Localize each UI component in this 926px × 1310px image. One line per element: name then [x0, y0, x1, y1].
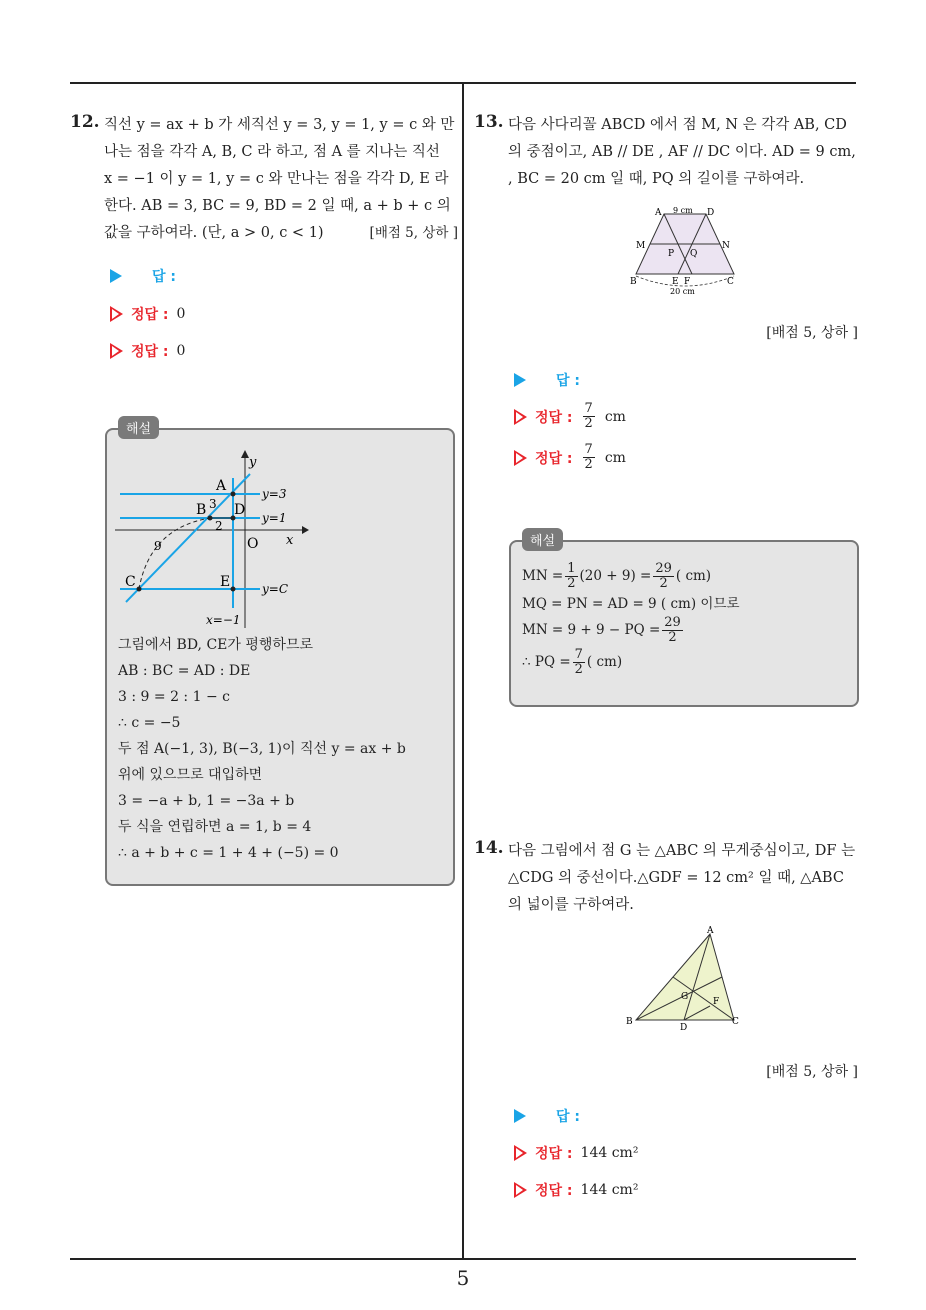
question-line: 의 넓이를 구하여라.: [508, 897, 634, 913]
line-y3-label: y=3: [262, 487, 287, 501]
point-M-label: M: [636, 241, 646, 251]
answer-row: [514, 1106, 580, 1126]
correct-label: 정답 :: [131, 344, 169, 360]
x-axis-label: x: [286, 533, 294, 548]
play-icon: [110, 269, 122, 283]
solution-line: MQ = PN = AD = 9 ( cm) 이므로: [522, 596, 740, 612]
solution-tag: 해설: [118, 416, 159, 439]
triangle-outline-icon: [110, 343, 123, 359]
question-13: [474, 112, 860, 193]
length-2-label: 2: [215, 519, 223, 533]
question-text: [508, 838, 860, 919]
solution-text-part: MN =: [522, 568, 564, 584]
points-label: [배점 5, 상하 ]: [766, 1064, 858, 1080]
triangle-outline-icon: [514, 1182, 527, 1198]
point-F-label: F: [684, 277, 691, 287]
question-line: 다음 그림에서 점 G 는 △ABC 의 무게중심이고, DF 는: [508, 843, 856, 859]
vertex-B-label: B: [630, 277, 637, 287]
solution-text-part: ( cm): [586, 654, 623, 670]
play-icon: [514, 373, 526, 387]
solution-text-part: ( cm): [675, 568, 712, 584]
origin-label: O: [247, 536, 259, 552]
trapezoid-figure: [626, 204, 742, 298]
correct-label: 정답 :: [535, 409, 573, 426]
length-9-label: 9: [154, 539, 162, 553]
question-line: 다음 사다리꼴 ABCD 에서 점 M, N 은 각각 AB, CD: [508, 117, 847, 133]
solution-line: 3 : 9 = 2 : 1 − c: [118, 689, 230, 705]
correct-label: 정답 :: [535, 1183, 573, 1199]
triangle-outline-icon: [110, 306, 123, 322]
solution-tag: 해설: [522, 528, 563, 551]
correct-answer-row: [110, 304, 185, 324]
question-12: [70, 112, 458, 247]
vertex-A-label: A: [707, 926, 714, 936]
bottom-rule: [70, 1258, 856, 1260]
length-3-label: 3: [209, 497, 217, 511]
question-number: 12.: [70, 112, 100, 132]
point-D-label: D: [234, 502, 246, 518]
point-E-label: E: [672, 277, 679, 287]
solution-line: 두 식을 연립하면 a = 1, b = 4: [118, 819, 312, 835]
solution-text: [522, 560, 848, 678]
question-line: 값을 구하여라. (단, a > 0, c < 1): [104, 225, 324, 241]
column-divider: [462, 82, 464, 1260]
question-number: 13.: [474, 112, 504, 132]
triangle-figure: [624, 924, 748, 1034]
y-axis-label: y: [249, 455, 257, 470]
line-y1-label: y=1: [262, 511, 287, 525]
vertex-C-label: C: [727, 277, 734, 287]
vertex-C-label: C: [732, 1017, 739, 1027]
correct-answer-row: [514, 1180, 638, 1200]
answer-label: 답 :: [152, 269, 176, 285]
vertex-D-label: D: [707, 208, 715, 218]
line-xm1-label: x=−1: [206, 613, 241, 627]
correct-value: 144 cm²: [580, 1145, 639, 1161]
play-icon: [514, 1109, 526, 1123]
solution-line: 위에 있으므로 대입하면: [118, 767, 263, 783]
question-line: 나는 점을 각각 A, B, C 라 하고, 점 A 를 지나는 직선: [104, 144, 440, 160]
question-line: 한다. AB = 3, BC = 9, BD = 2 일 때, a + b + c 의: [104, 198, 451, 214]
correct-value: 0: [176, 343, 186, 359]
point-C-label: C: [125, 574, 136, 590]
vertex-A-label: A: [655, 208, 662, 218]
line-yc-label: y=C: [262, 582, 289, 596]
point-N-label: N: [722, 241, 730, 251]
point-F-label: F: [713, 997, 720, 1007]
point-Q-label: Q: [690, 249, 698, 259]
fraction: $\frac{7}{2}$: [584, 401, 593, 431]
question-14: [474, 838, 860, 919]
solution-line: AB : BC = AD : DE: [118, 663, 251, 679]
answer-row: [110, 266, 176, 286]
triangle-outline-icon: [514, 1145, 527, 1161]
solution-text-part: MN = 9 + 9 − PQ =: [522, 622, 661, 638]
solution-line: ∴ c = −5: [118, 715, 181, 731]
vertex-B-label: B: [626, 1017, 633, 1027]
point-E-label: E: [220, 574, 231, 590]
answer-label: 답 :: [556, 1109, 580, 1125]
correct-value: 0: [176, 306, 186, 322]
correct-answer-row: [110, 341, 185, 361]
triangle-outline-icon: [514, 409, 527, 425]
answer-row: [514, 370, 580, 390]
solution-text-part: (20 + 9) =: [579, 568, 652, 584]
top-length-label: 9 cm: [673, 206, 693, 215]
fraction: $\frac{29}{2}$: [664, 614, 681, 645]
question-line: x = −1 이 y = 1, y = c 와 만나는 점을 각각 D, E 라: [104, 171, 449, 187]
point-P-label: P: [668, 249, 675, 259]
correct-answer-row: [514, 443, 626, 472]
page-number: 5: [456, 1266, 470, 1290]
solution-line: 그림에서 BD, CE가 평행하므로: [118, 637, 313, 653]
fraction: $\frac{29}{2}$: [655, 560, 672, 591]
unit: cm: [604, 408, 626, 425]
correct-label: 정답 :: [535, 450, 573, 467]
correct-label: 정답 :: [131, 307, 169, 323]
question-line: , BC = 20 cm 일 때, PQ 의 길이를 구하여라.: [508, 171, 805, 187]
question-text: [104, 112, 458, 247]
centroid-G-label: G: [681, 992, 689, 1002]
solution-line: ∴ a + b + c = 1 + 4 + (−5) = 0: [118, 845, 339, 861]
answer-label: 답 :: [556, 373, 580, 389]
correct-label: 정답 :: [535, 1146, 573, 1162]
triangle-outline-icon: [514, 450, 527, 466]
fraction: $\frac{7}{2}$: [574, 646, 583, 677]
solution-text: [118, 632, 444, 866]
question-line: 직선 y = ax + b 가 세직선 y = 3, y = 1, y = c 와 만: [104, 117, 455, 133]
points-label: [배점 5, 상하 ]: [766, 325, 858, 341]
point-D-label: D: [680, 1023, 688, 1033]
correct-value: 144 cm²: [580, 1182, 639, 1198]
bottom-length-label: 20 cm: [670, 287, 695, 296]
point-B-label: B: [196, 502, 207, 518]
point-A-label: A: [216, 478, 227, 494]
question-text: [508, 112, 860, 193]
points-label: [배점 5, 상하 ]: [369, 225, 458, 241]
fraction: $\frac{1}{2}$: [567, 560, 576, 591]
question-number: 14.: [474, 838, 504, 858]
coordinate-graph: [110, 448, 310, 638]
solution-text-part: ∴ PQ =: [522, 654, 571, 670]
solution-line: 두 점 A(−1, 3), B(−3, 1)이 직선 y = ax + b: [118, 741, 406, 757]
unit: cm: [604, 449, 626, 466]
question-line: 의 중점이고, AB // DE , AF // DC 이다. AD = 9 cm,: [508, 144, 856, 160]
correct-answer-row: [514, 402, 626, 431]
question-line: △CDG 의 중선이다.△GDF = 12 cm² 일 때, △ABC: [508, 870, 844, 886]
correct-answer-row: [514, 1143, 638, 1163]
fraction: $\frac{7}{2}$: [584, 442, 593, 472]
solution-line: 3 = −a + b, 1 = −3a + b: [118, 793, 295, 809]
